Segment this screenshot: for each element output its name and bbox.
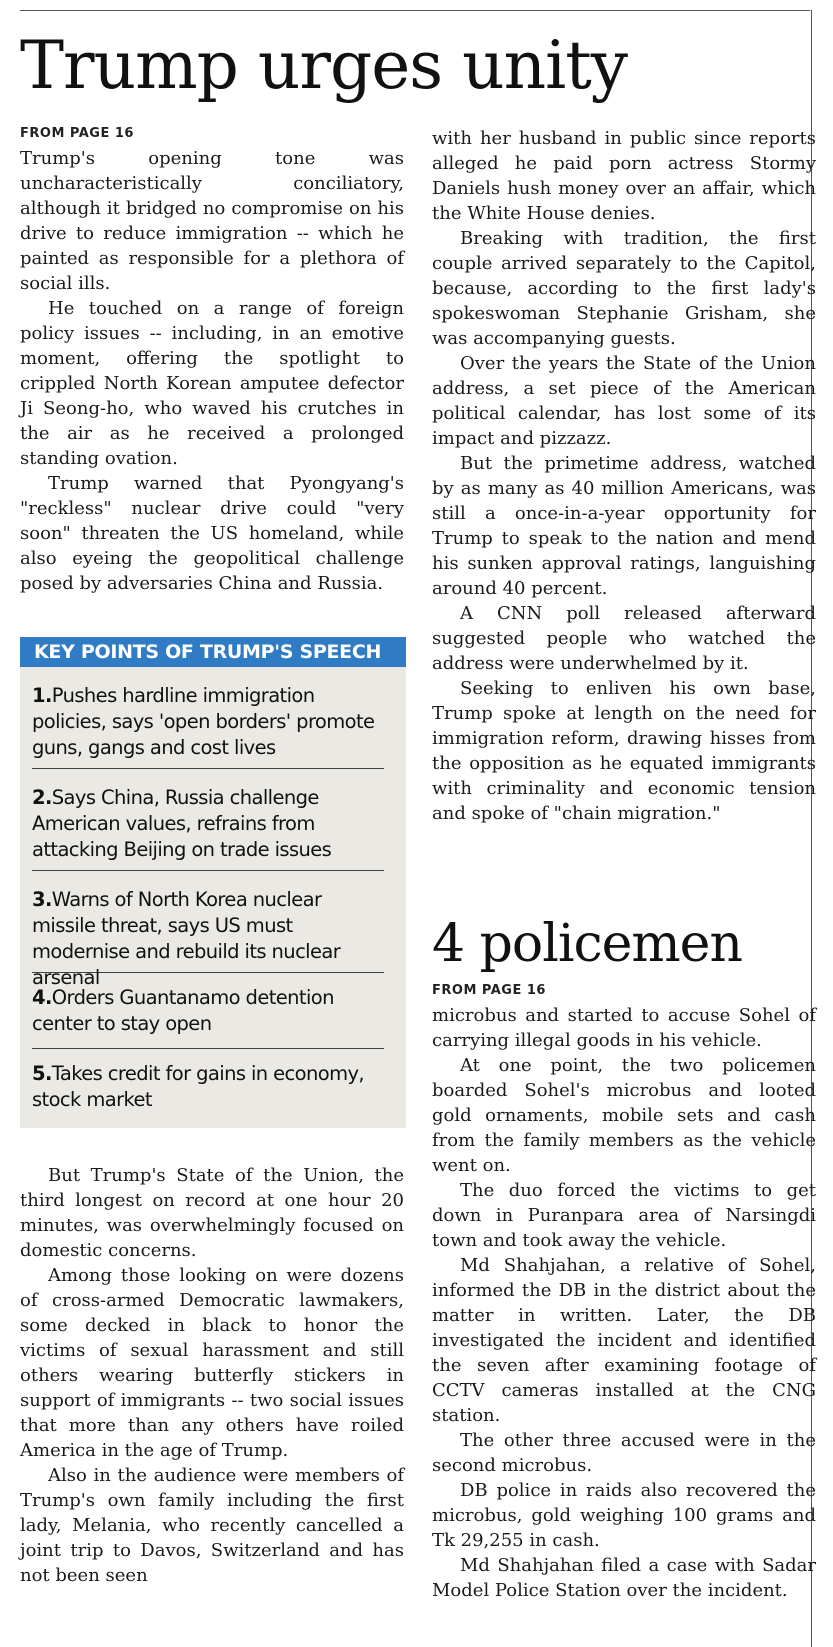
key-point-item	[32, 667, 384, 769]
key-point-number: 1.	[32, 684, 52, 707]
key-point-item	[32, 871, 384, 989]
key-point-text: Pushes hardline immigration policies, says 'open borders' promote guns, gangs and cost lives	[32, 684, 375, 759]
paragraph: Among those looking on were dozens of cross-armed Democratic lawmakers, some decked in black to honor the victims of sexual harassment and still others wearing butterfly stickers in support of immigrants -- two social issues that more than any others have roiled America in the age of Trump.	[20, 1265, 404, 1461]
key-point-text: Warns of North Korea nuclear missile threat, says US must modernise and rebuild its nuclear arsenal	[32, 888, 341, 989]
paragraph: with her husband in public since reports alleged he paid porn actress Stormy Daniels hush money over an affair, which the White House denies.	[432, 128, 816, 224]
article-headline-policemen: 4 policemen	[432, 914, 742, 974]
key-points-title: KEY POINTS OF TRUMP'S SPEECH	[20, 637, 406, 667]
paragraph: DB police in raids also recovered the microbus, gold weighing 100 grams and Tk 29,255 in cash.	[432, 1480, 816, 1551]
key-points-box	[20, 637, 406, 1128]
article1-kicker: FROM PAGE 16	[20, 126, 134, 141]
paragraph: He touched on a range of foreign policy issues -- including, in an emotive moment, offering the spotlight to crippled North Korean amputee defector Ji Seong-ho, who waved his crutches in the air as he received a prolonged standing ovation.	[20, 298, 404, 469]
paragraph: Md Shahjahan filed a case with Sadar Model Police Station over the incident.	[432, 1555, 816, 1601]
paragraph: A CNN poll released afterward suggested people who watched the address were underwhelmed by it.	[432, 603, 816, 674]
paragraph: microbus and started to accuse Sohel of carrying illegal goods in his vehicle.	[432, 1005, 816, 1051]
article1-column-right	[432, 126, 816, 826]
paragraph: Seeking to enliven his own base, Trump spoke at length on the need for immigration reform, drawing hisses from the opposition as he equated immigrants with criminality and economic tension and spoke of "chain migration."	[432, 678, 816, 824]
key-point-text: Says China, Russia challenge American values, refrains from attacking Beijing on trade issues	[32, 786, 332, 861]
paragraph: At one point, the two policemen boarded Sohel's microbus and looted gold ornaments, mobile sets and cash from the family members as the vehicle went on.	[432, 1055, 816, 1176]
paragraph: The other three accused were in the second microbus.	[432, 1430, 816, 1476]
article1-column-left-bottom	[20, 1163, 404, 1588]
paragraph: Over the years the State of the Union address, a set piece of the American political calendar, has lost some of its impact and pizzazz.	[432, 353, 816, 449]
key-point-item	[32, 769, 384, 871]
key-point-number: 4.	[32, 986, 52, 1009]
key-point-number: 5.	[32, 1062, 52, 1085]
article2-column	[432, 983, 816, 1603]
paragraph: Md Shahjahan, a relative of Sohel, informed the DB in the district about the matter in written. Later, the DB investigated the incident and identified the seven after examining footage of CCTV cameras installed at the CNG station.	[432, 1255, 816, 1426]
key-point-text: Orders Guantanamo detention center to stay open	[32, 986, 334, 1035]
paragraph: The duo forced the victims to get down in Puranpara area of Narsingdi town and took away the vehicle.	[432, 1180, 816, 1251]
paragraph: Trump's opening tone was uncharacteristically conciliatory, although it bridged no compromise on his drive to reduce immigration -- which he painted as responsible for a plethora of social ills.	[20, 148, 404, 294]
key-point-text: Takes credit for gains in economy, stock market	[32, 1062, 365, 1111]
paragraph: Breaking with tradition, the first couple arrived separately to the Capitol, because, according to the first lady's spokeswoman Stephanie Grisham, she was accompanying guests.	[432, 228, 816, 349]
article2-kicker: FROM PAGE 16	[432, 983, 546, 998]
paragraph: But Trump's State of the Union, the third longest on record at one hour 20 minutes, was overwhelmingly focused on domestic concerns.	[20, 1165, 404, 1261]
key-point-number: 2.	[32, 786, 52, 809]
key-points-list	[20, 667, 406, 1125]
article1-column-left-top	[20, 126, 404, 596]
key-point-item	[32, 973, 384, 1049]
article-headline-trump: Trump urges unity	[20, 27, 628, 104]
top-rule	[20, 10, 810, 11]
key-point-number: 3.	[32, 888, 52, 911]
paragraph: But the primetime address, watched by as many as 40 million Americans, was still a once-in-a-year opportunity for Trump to speak to the nation and mend his sunken approval ratings, languishing around 40 percent.	[432, 453, 816, 599]
paragraph: Also in the audience were members of Trump's own family including the first lady, Melania, who recently cancelled a joint trip to Davos, Switzerland and has not been seen	[20, 1465, 404, 1586]
key-point-item	[32, 1049, 384, 1125]
paragraph: Trump warned that Pyongyang's "reckless" nuclear drive could "very soon" threaten the US homeland, while also eyeing the geopolitical challenge posed by adversaries China and Russia.	[20, 473, 404, 594]
